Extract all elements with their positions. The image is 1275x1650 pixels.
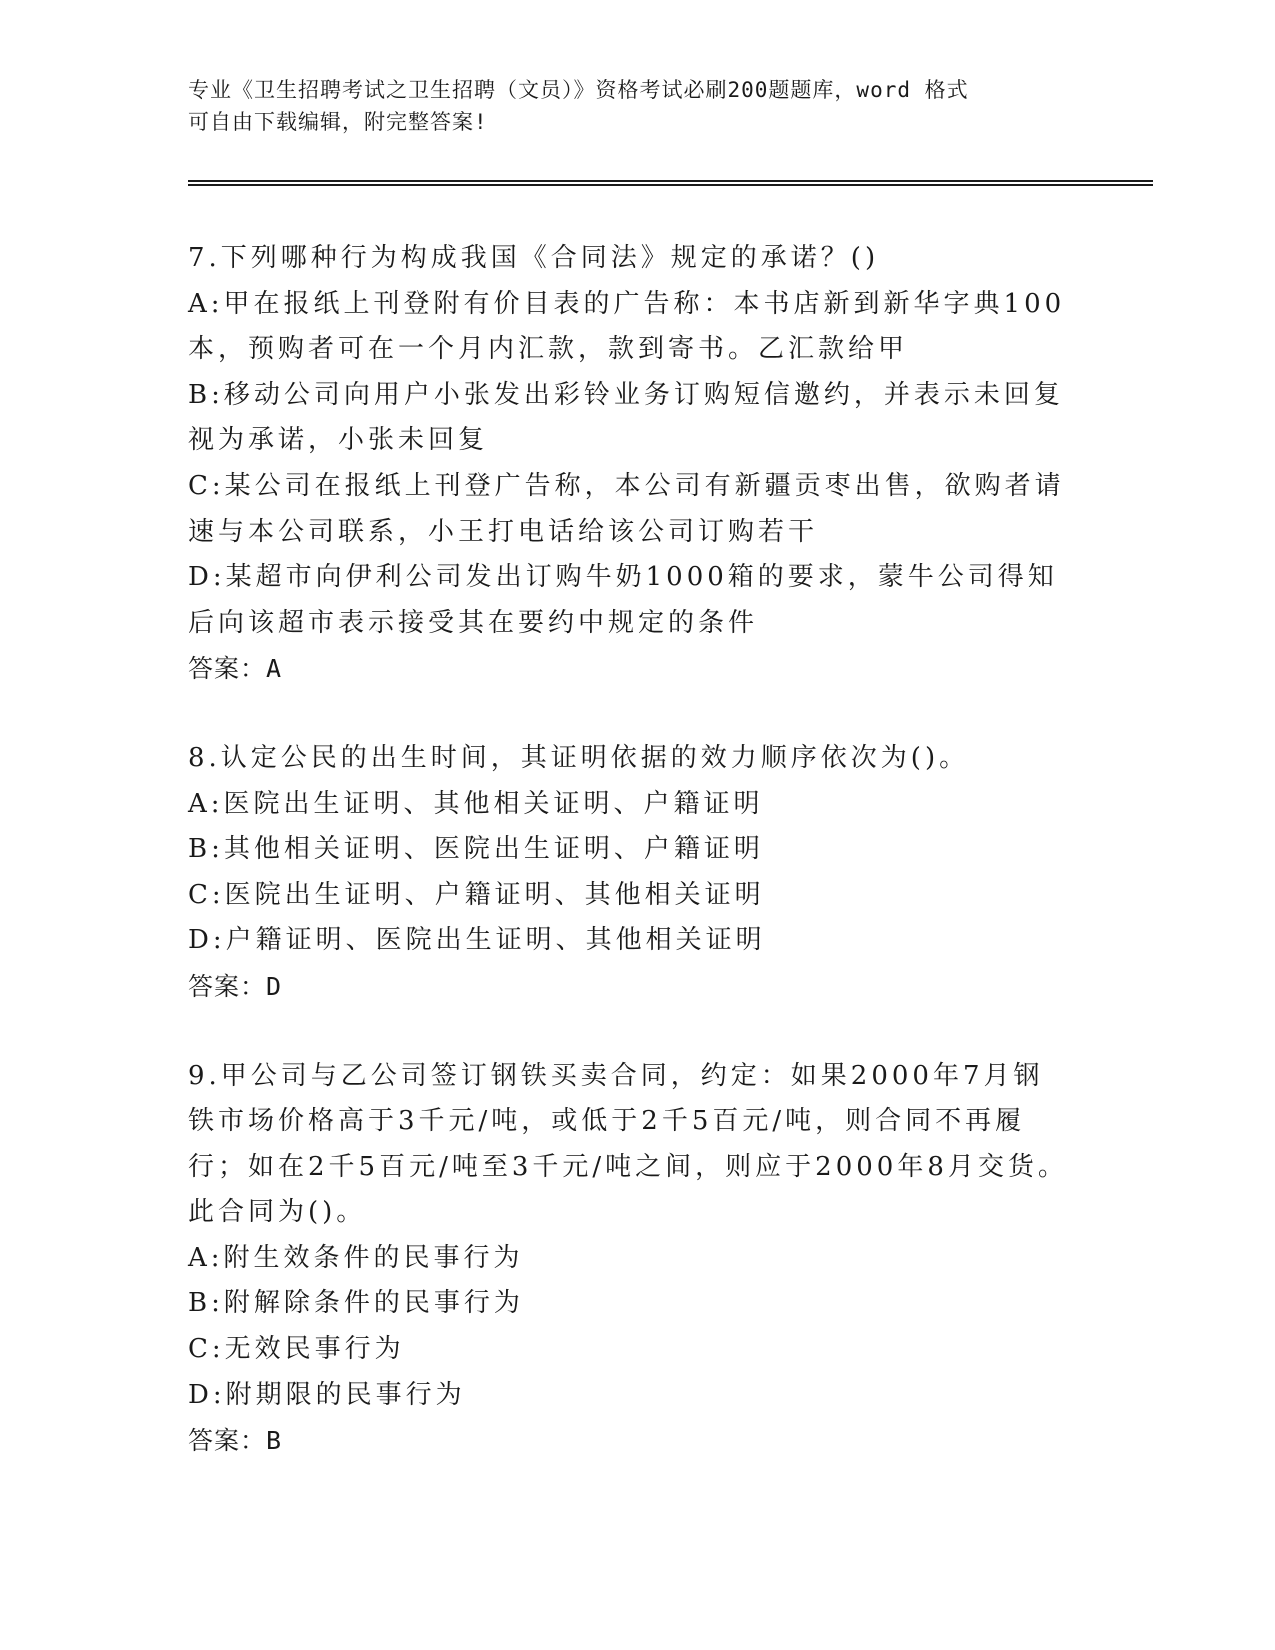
answer: 答案：B [188, 1426, 283, 1456]
option-b: B:移动公司向用户小张发出彩铃业务订购短信邀约，并表示未回复视为承诺，小张未回复 [188, 379, 1064, 456]
option-d: D:户籍证明、医院出生证明、其他相关证明 [188, 925, 766, 956]
option-c: C:某公司在报纸上刊登广告称，本公司有新疆贡枣出售，欲购者请速与本公司联系，小王打电话给该公司订购若干 [188, 470, 1065, 547]
question-7 [188, 236, 1068, 692]
header-line-1: 专业《卫生招聘考试之卫生招聘（文员）》资格考试必刷200题题库，word 格式 [188, 78, 969, 102]
question-9 [188, 1054, 1068, 1464]
question-list [188, 236, 1068, 1508]
answer: 答案：A [188, 654, 283, 684]
option-a: A:医院出生证明、其他相关证明、户籍证明 [188, 788, 764, 819]
question-stem: 9.甲公司与乙公司签订钢铁买卖合同，约定：如果2000年7月钢铁市场价格高于3千元/吨，或低于2千5百元/吨，则合同不再履行；如在2千5百元/吨至3千元/吨之间，则应于2000年8月交货。此合同为()。 [188, 1060, 1068, 1228]
option-d: D:附期限的民事行为 [188, 1379, 466, 1410]
question-8 [188, 736, 1068, 1010]
option-a: A:附生效条件的民事行为 [188, 1242, 524, 1273]
option-b: B:附解除条件的民事行为 [188, 1288, 524, 1319]
answer: 答案：D [188, 971, 283, 1001]
header-line-2: 可自由下载编辑，附完整答案! [188, 110, 488, 134]
question-stem: 8.认定公民的出生时间，其证明依据的效力顺序依次为()。 [188, 742, 970, 773]
option-a: A:甲在报纸上刊登附有价目表的广告称：本书店新到新华字典100本，预购者可在一个月内汇款，款到寄书。乙汇款给甲 [188, 288, 1066, 365]
option-c: C:医院出生证明、户籍证明、其他相关证明 [188, 879, 765, 910]
option-d: D:某超市向伊利公司发出订购牛奶1000箱的要求，蒙牛公司得知后向该超市表示接受其在要约中规定的条件 [188, 562, 1058, 638]
header-divider [188, 180, 1153, 186]
option-c: C:无效民事行为 [188, 1334, 405, 1365]
option-b: B:其他相关证明、医院出生证明、户籍证明 [188, 834, 764, 865]
question-stem: 7.下列哪种行为构成我国《合同法》规定的承诺？() [188, 243, 880, 273]
page-header [188, 74, 1068, 138]
